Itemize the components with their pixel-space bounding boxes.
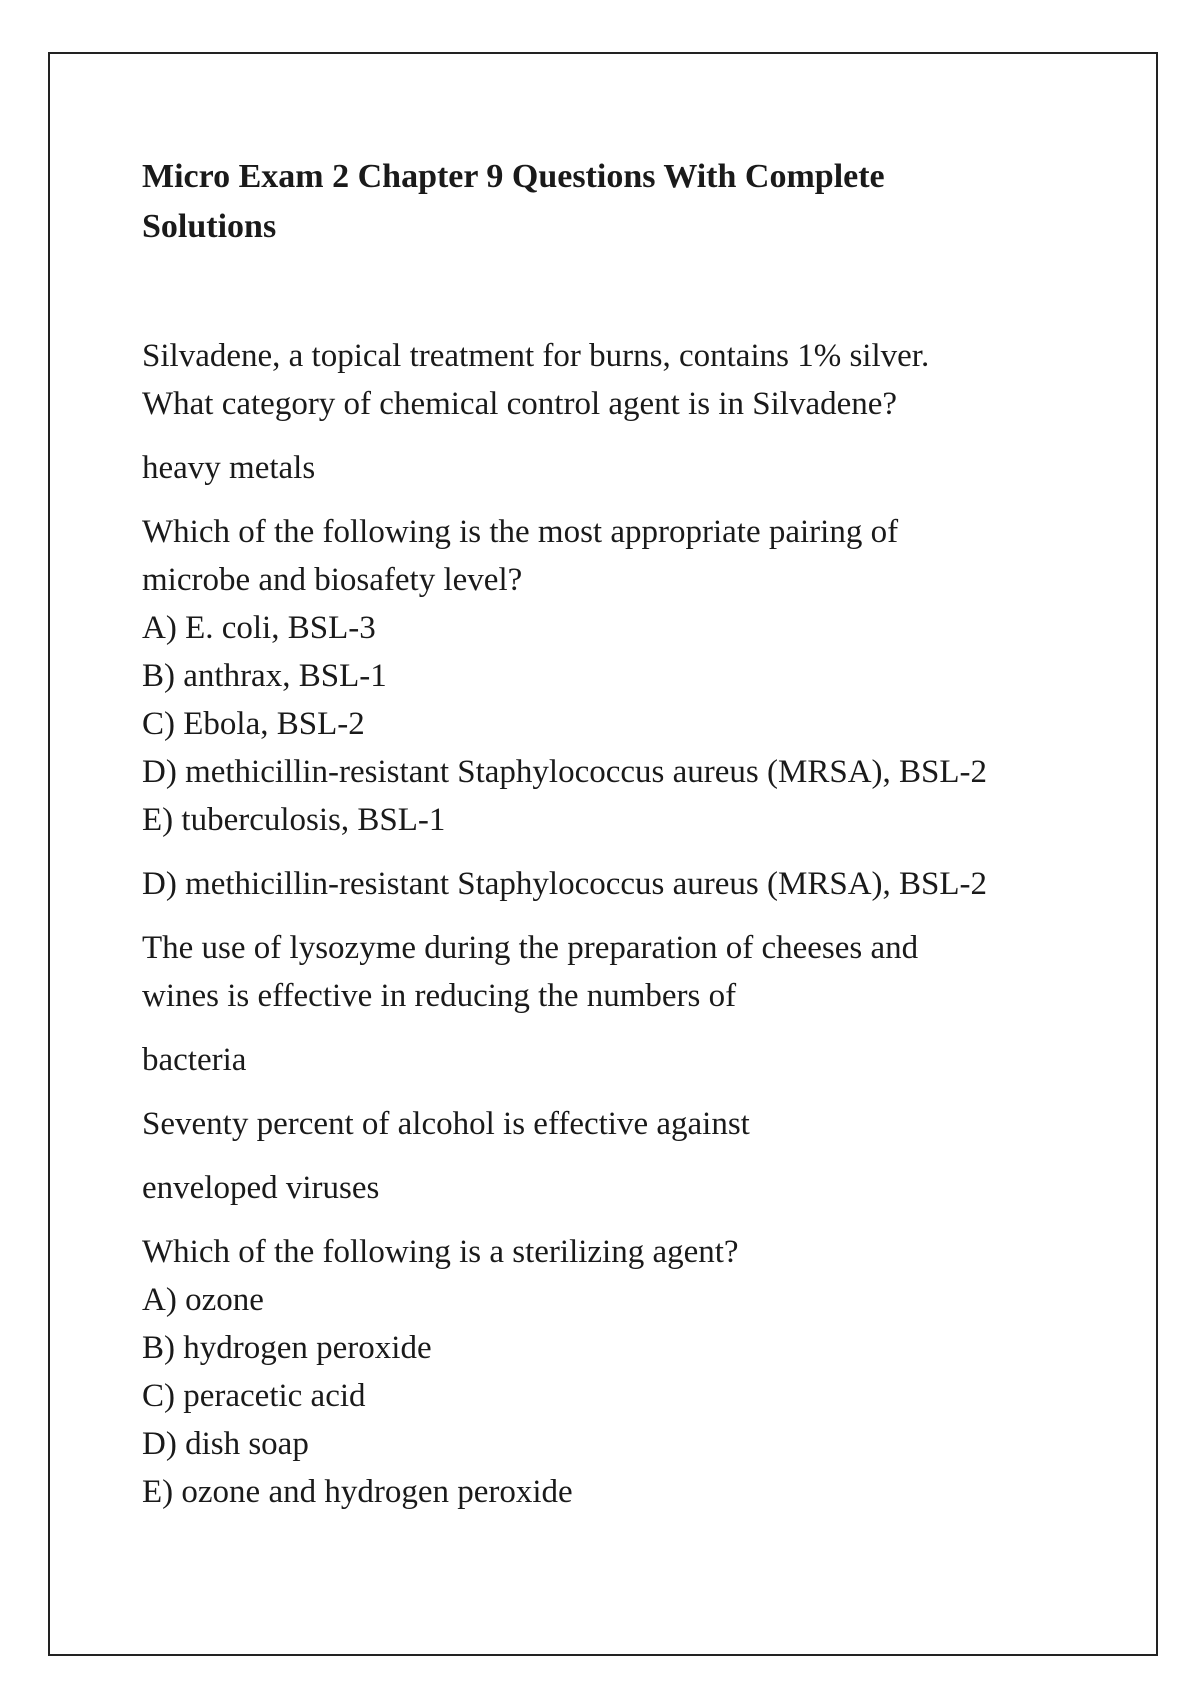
question-text	[142, 332, 1102, 428]
question-line: Which of the following is a sterilizing agent?	[142, 1234, 739, 1270]
answer-text	[142, 1036, 1102, 1084]
option-line: C) Ebola, BSL-2	[142, 706, 365, 742]
option-line: A) ozone	[142, 1282, 264, 1318]
option-line: B) anthrax, BSL-1	[142, 658, 387, 694]
question-line: Silvadene, a topical treatment for burns, contains 1% silver.	[142, 338, 930, 374]
question-line: Seventy percent of alcohol is effective against	[142, 1106, 750, 1142]
option-line: A) E. coli, BSL-3	[142, 610, 376, 646]
title-line: Solutions	[142, 208, 277, 245]
option-line: D) dish soap	[142, 1426, 309, 1462]
question-line: microbe and biosafety level?	[142, 562, 523, 598]
answer-line: heavy metals	[142, 450, 316, 486]
question-list	[142, 332, 1102, 1516]
question-text	[142, 1100, 1102, 1148]
answer-line: enveloped viruses	[142, 1170, 380, 1206]
question-line: wines is effective in reducing the numbers of	[142, 978, 737, 1014]
question-text	[142, 1228, 1102, 1516]
question-line: The use of lysozyme during the preparation of cheeses and	[142, 930, 919, 966]
question-text	[142, 924, 1102, 1020]
option-line: B) hydrogen peroxide	[142, 1330, 432, 1366]
title-line: Micro Exam 2 Chapter 9 Questions With Complete	[142, 158, 885, 195]
answer-line: D) methicillin-resistant Staphylococcus aureus (MRSA), BSL-2	[142, 866, 988, 902]
question-text	[142, 508, 1102, 844]
option-line: C) peracetic acid	[142, 1378, 366, 1414]
answer-text	[142, 860, 1102, 908]
document-content	[142, 152, 1102, 1532]
answer-text	[142, 444, 1102, 492]
option-line: E) tuberculosis, BSL-1	[142, 802, 446, 838]
option-line: E) ozone and hydrogen peroxide	[142, 1474, 573, 1510]
answer-text	[142, 1164, 1102, 1212]
question-line: Which of the following is the most appropriate pairing of	[142, 514, 899, 550]
document-title	[142, 152, 1022, 252]
option-line: D) methicillin-resistant Staphylococcus aureus (MRSA), BSL-2	[142, 754, 988, 790]
question-line: What category of chemical control agent is in Silvadene?	[142, 386, 898, 422]
answer-line: bacteria	[142, 1042, 247, 1078]
